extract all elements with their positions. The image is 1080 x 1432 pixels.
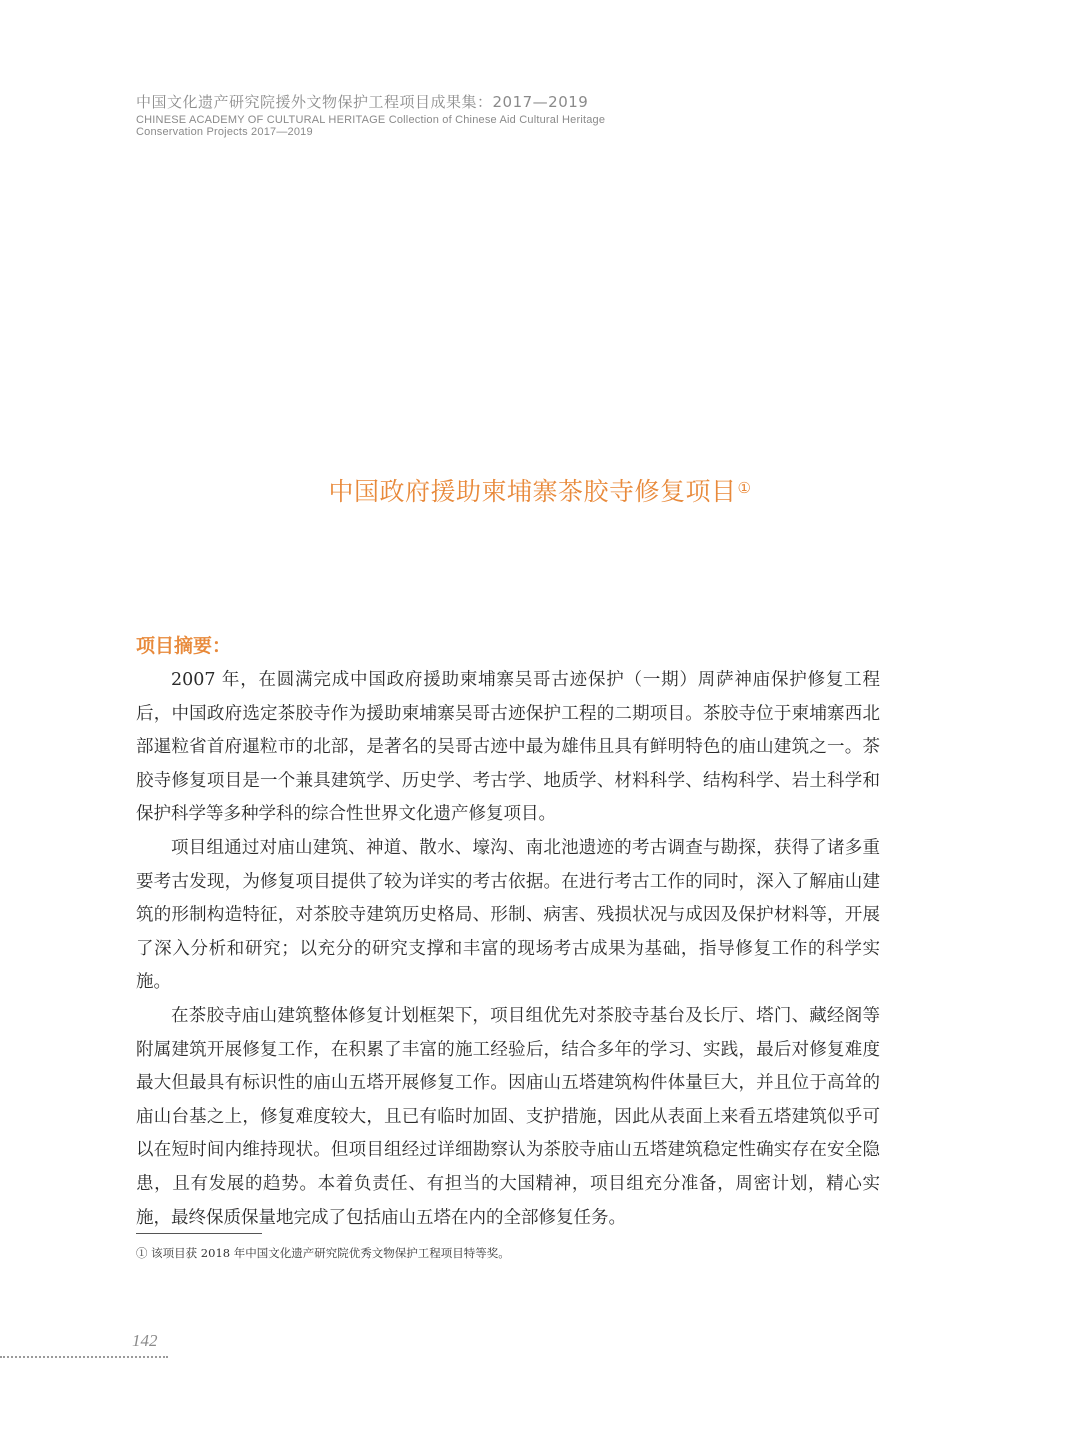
paragraph-3: 在茶胶寺庙山建筑整体修复计划框架下，项目组优先对茶胶寺基台及长厅、塔门、藏经阁等附属建筑开展修复工作，在积累了丰富的施工经验后，结合多年的学习、实践，最后对修复难度最大但最具有标识性的庙山五塔开展修复工作。因庙山五塔建筑构件体量巨大，并且位于高耸的庙山台基之上，修复难度较大，且已有临时加固、支护措施，因此从表面上来看五塔建筑似乎可以在短时间内维持现状。但项目组经过详细勘察认为茶胶寺庙山五塔建筑稳定性确实存在安全隐患，且有发展的趋势。本着负责任、有担当的大国精神，项目组充分准备，周密计划，精心实施，最终保质保量地完成了包括庙山五塔在内的全部修复任务。 <box>136 1005 880 1228</box>
paragraph-2: 项目组通过对庙山建筑、神道、散水、壕沟、南北池遗迹的考古调查与勘探，获得了诸多重要考古发现，为修复项目提供了较为详实的考古依据。在进行考古工作的同时，深入了解庙山建筑的形制构造特征，对茶胶寺建筑历史格局、形制、病害、残损状况与成因及保护材料等，开展了深入分析和研究；以充分的研究支撑和丰富的现场考古成果为基础，指导修复工作的科学实施。 <box>136 837 880 993</box>
page-number: 142 <box>132 1331 158 1350</box>
body-text <box>136 664 880 1235</box>
article-title <box>0 474 1080 510</box>
footnote-divider <box>136 1233 262 1234</box>
running-header <box>136 92 696 138</box>
header-english-title <box>136 114 696 138</box>
header-english-line-1: CHINESE ACADEMY OF CULTURAL HERITAGE Collection of Chinese Aid Cultural Heritage <box>136 114 606 126</box>
header-chinese-title: 中国文化遗产研究院援外文物保护工程项目成果集：2017—2019 <box>136 93 589 111</box>
paragraph-1: 2007 年，在圆满完成中国政府援助柬埔寨吴哥古迹保护（一期）周萨神庙保护修复工程后，中国政府选定茶胶寺作为援助柬埔寨吴哥古迹保护工程的二期项目。茶胶寺位于柬埔寨西北部暹粒省首府暹粒市的北部，是著名的吴哥古迹中最为雄伟且具有鲜明特色的庙山建筑之一。茶胶寺修复项目是一个兼具建筑学、历史学、考古学、地质学、材料科学、结构科学、岩土科学和保护科学等多种学科的综合性世界文化遗产修复项目。 <box>136 670 880 825</box>
footnote: ① 该项目获 2018 年中国文化遗产研究院优秀文物保护工程项目特等奖。 <box>136 1246 510 1260</box>
section-heading: 项目摘要： <box>136 635 232 657</box>
page-dotted-rule <box>0 1356 168 1358</box>
header-english-line-2: Conservation Projects 2017—2019 <box>136 126 313 138</box>
article-title-text: 中国政府援助柬埔寨茶胶寺修复项目 <box>328 477 737 506</box>
title-footnote-marker: ① <box>737 479 752 497</box>
